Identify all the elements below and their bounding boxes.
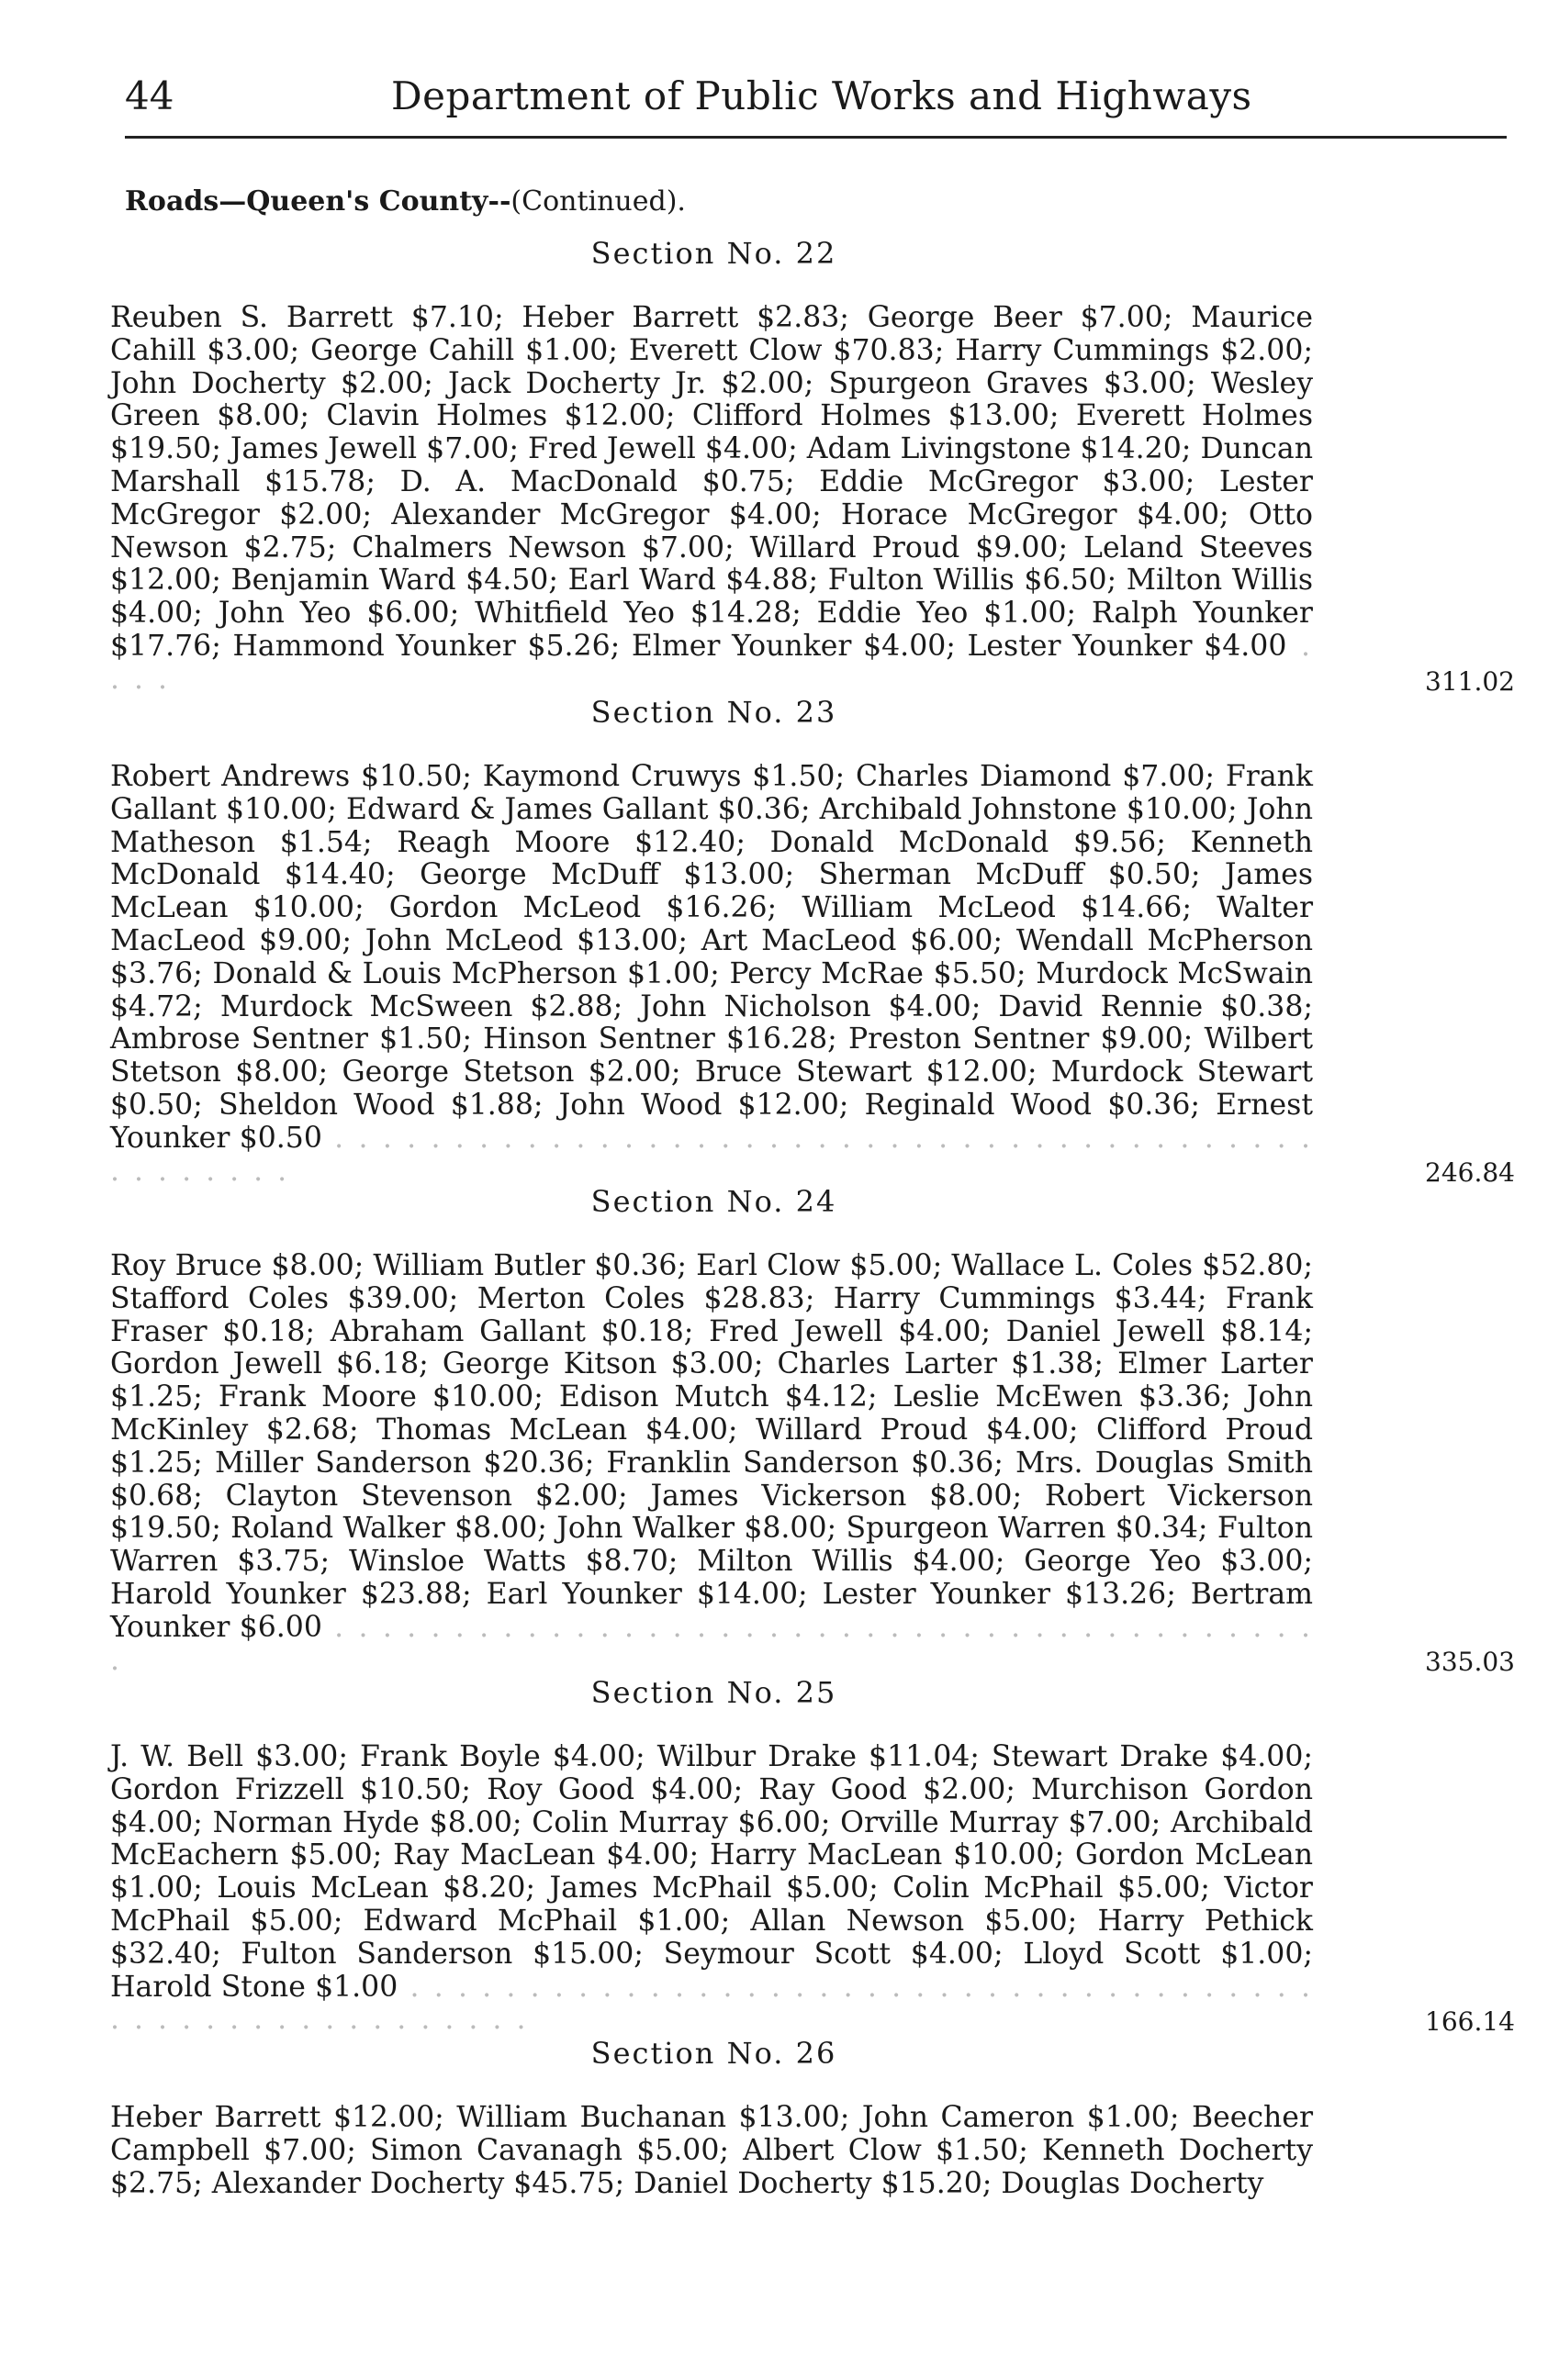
leader-dots: . . . . xyxy=(110,629,1313,696)
payee-list: J. W. Bell $3.00; Frank Boyle $4.00; Wilbur Drake $11.04; Stewart Drake $4.00; Gordon Frizzell $10.50; Roy Good $4.00; Ray Good $2.00; Murchison Gordon $4.00; Norman Hyde $8.00; Colin Murray $6.00; Orville Murray $7.00; Archibald McEachern $5.00; Ray MacLean $4.00; Harry MacLean $10.00; Gordon McLean $1.00; Louis McLean $8.20; James McPhail $5.00; Colin McPhail $5.00; Victor McPhail $5.00; Edward McPhail $1.00; Allan Newson $5.00; Harry Pethick $32.40; Fulton Sanderson $15.00; Seymour Scott $4.00; Lloyd Scott $1.00; Harold Stone $1.00 xyxy=(110,1740,1313,2004)
section-text xyxy=(110,1250,1313,1677)
caption-main: Roads—Queen's County-- xyxy=(125,185,511,218)
payee-list: Roy Bruce $8.00; William Butler $0.36; Earl Clow $5.00; Wallace L. Coles $52.80; Stafford Coles $39.00; Merton Coles $28.83; Harry Cummings $3.44; Frank Fraser $0.18; Abraham Gallant $0.18; Fred Jewell $4.00; Daniel Jewell $8.14; Gordon Jewell $6.18; George Kitson $3.00; Charles Larter $1.38; Elmer Larter $1.25; Frank Moore $10.00; Edison Mutch $4.12; Leslie McEwen $3.36; John McKinley $2.68; Thomas McLean $4.00; Willard Proud $4.00; Clifford Proud $1.25; Miller Sanderson $20.36; Franklin Sanderson $0.36; Mrs. Douglas Smith $0.68; Clayton Stevenson $2.00; James Vickerson $8.00; Robert Vickerson $19.50; Roland Walker $8.00; John Walker $8.00; Spurgeon Warren $0.34; Fulton Warren $3.75; Winsloe Watts $8.70; Milton Willis $4.00; George Yeo $3.00; Harold Younker $23.88; Earl Younker $14.00; Lester Younker $13.26; Bertram Younker $6.00 xyxy=(110,1249,1313,1644)
section-entry xyxy=(110,1250,1515,1677)
section-text xyxy=(110,1741,1313,2037)
section-23 xyxy=(110,695,1515,1188)
running-header xyxy=(125,73,1511,128)
section-entry xyxy=(110,2102,1515,2200)
section-title: Section No. 25 xyxy=(590,1675,837,1710)
section-text xyxy=(110,302,1313,697)
section-total: 166.14 xyxy=(1425,2006,1515,2038)
section-total: 311.02 xyxy=(1425,665,1515,697)
section-24 xyxy=(110,1184,1515,1677)
section-25 xyxy=(110,1675,1515,2037)
section-entry xyxy=(110,761,1515,1188)
section-title: Section No. 26 xyxy=(590,2036,837,2071)
section-title: Section No. 22 xyxy=(590,236,837,271)
section-22 xyxy=(110,236,1515,697)
section-26 xyxy=(110,2036,1515,2200)
running-title: Department of Public Works and Highways xyxy=(391,73,1252,118)
leader-dots: . . . . . . . . . . . . . . . . . . . . . . . . . . . . . . . . . . . . . . . . . . xyxy=(110,1610,1314,1677)
section-total: 246.84 xyxy=(1425,1157,1515,1189)
section-text xyxy=(110,761,1313,1188)
payee-list: Reuben S. Barrett $7.10; Heber Barrett $2.83; George Beer $7.00; Maurice Cahill $3.00; George Cahill $1.00; Everett Clow $70.83; Harry Cummings $2.00; John Docherty $2.00; Jack Docherty Jr. $2.00; Spurgeon Graves $3.00; Wesley Green $8.00; Clavin Holmes $12.00; Clifford Holmes $13.00; Everett Holmes $19.50; James Jewell $7.00; Fred Jewell $4.00; Adam Livingstone $14.20; Duncan Marshall $15.78; D. A. MacDonald $0.75; Eddie McGregor $3.00; Lester McGregor $2.00; Alexander McGregor $4.00; Horace McGregor $4.00; Otto Newson $2.75; Chalmers Newson $7.00; Willard Proud $9.00; Leland Steeves $12.00; Benjamin Ward $4.50; Earl Ward $4.88; Fulton Willis $6.50; Milton Willis $4.00; John Yeo $6.00; Whitfield Yeo $14.28; Eddie Yeo $1.00; Ralph Younker $17.76; Hammond Younker $5.26; Elmer Younker $4.00; Lester Younker $4.00 xyxy=(110,301,1313,663)
section-total: 335.03 xyxy=(1425,1647,1515,1678)
leader-dots: . . . . . . . . . . . . . . . . . . . . . . . . . . . . . . . . . . . . . . . . . . . . . . . . . . . . . . . . xyxy=(110,1970,1313,2037)
table-caption xyxy=(125,185,686,218)
section-text xyxy=(110,2102,1313,2200)
payee-list: Robert Andrews $10.50; Kaymond Cruwys $1.50; Charles Diamond $7.00; Frank Gallant $10.00; Edward & James Gallant $0.36; Archibald Johnstone $10.00; John Matheson $1.54; Reagh Moore $12.40; Donald McDonald $9.56; Kenneth McDonald $14.40; George McDuff $13.00; Sherman McDuff $0.50; James McLean $10.00; Gordon McLeod $16.26; William McLeod $14.66; Walter MacLeod $9.00; John McLeod $13.00; Art MacLeod $6.00; Wendall McPherson $3.76; Donald & Louis McPherson $1.00; Percy McRae $5.50; Murdock McSwain $4.72; Murdock McSween $2.88; John Nicholson $4.00; David Rennie $0.38; Ambrose Sentner $1.50; Hinson Sentner $16.28; Preston Sentner $9.00; Wilbert Stetson $8.00; George Stetson $2.00; Bruce Stewart $12.00; Murdock Stewart $0.50; Sheldon Wood $1.88; John Wood $12.00; Reginald Wood $0.36; Ernest Younker $0.50 xyxy=(110,760,1313,1155)
leader-dots: . . . . . . . . . . . . . . . . . . . . . . . . . . . . . . . . . . . . . . . . . . . . . . . . . xyxy=(110,1121,1314,1188)
section-entry xyxy=(110,302,1515,697)
page-number: 44 xyxy=(125,73,174,118)
payee-list: Heber Barrett $12.00; William Buchanan $13.00; John Cameron $1.00; Beecher Campbell $7.00; Simon Cavanagh $5.00; Albert Clow $1.50; Kenneth Docherty $2.75; Alexander Docherty $45.75; Daniel Docherty $15.20; Douglas Docherty xyxy=(110,2101,1313,2200)
section-entry xyxy=(110,1741,1515,2037)
section-title: Section No. 24 xyxy=(590,1184,837,1219)
header-rule xyxy=(125,136,1507,139)
caption-continued: (Continued). xyxy=(510,185,686,218)
section-title: Section No. 23 xyxy=(590,695,837,730)
